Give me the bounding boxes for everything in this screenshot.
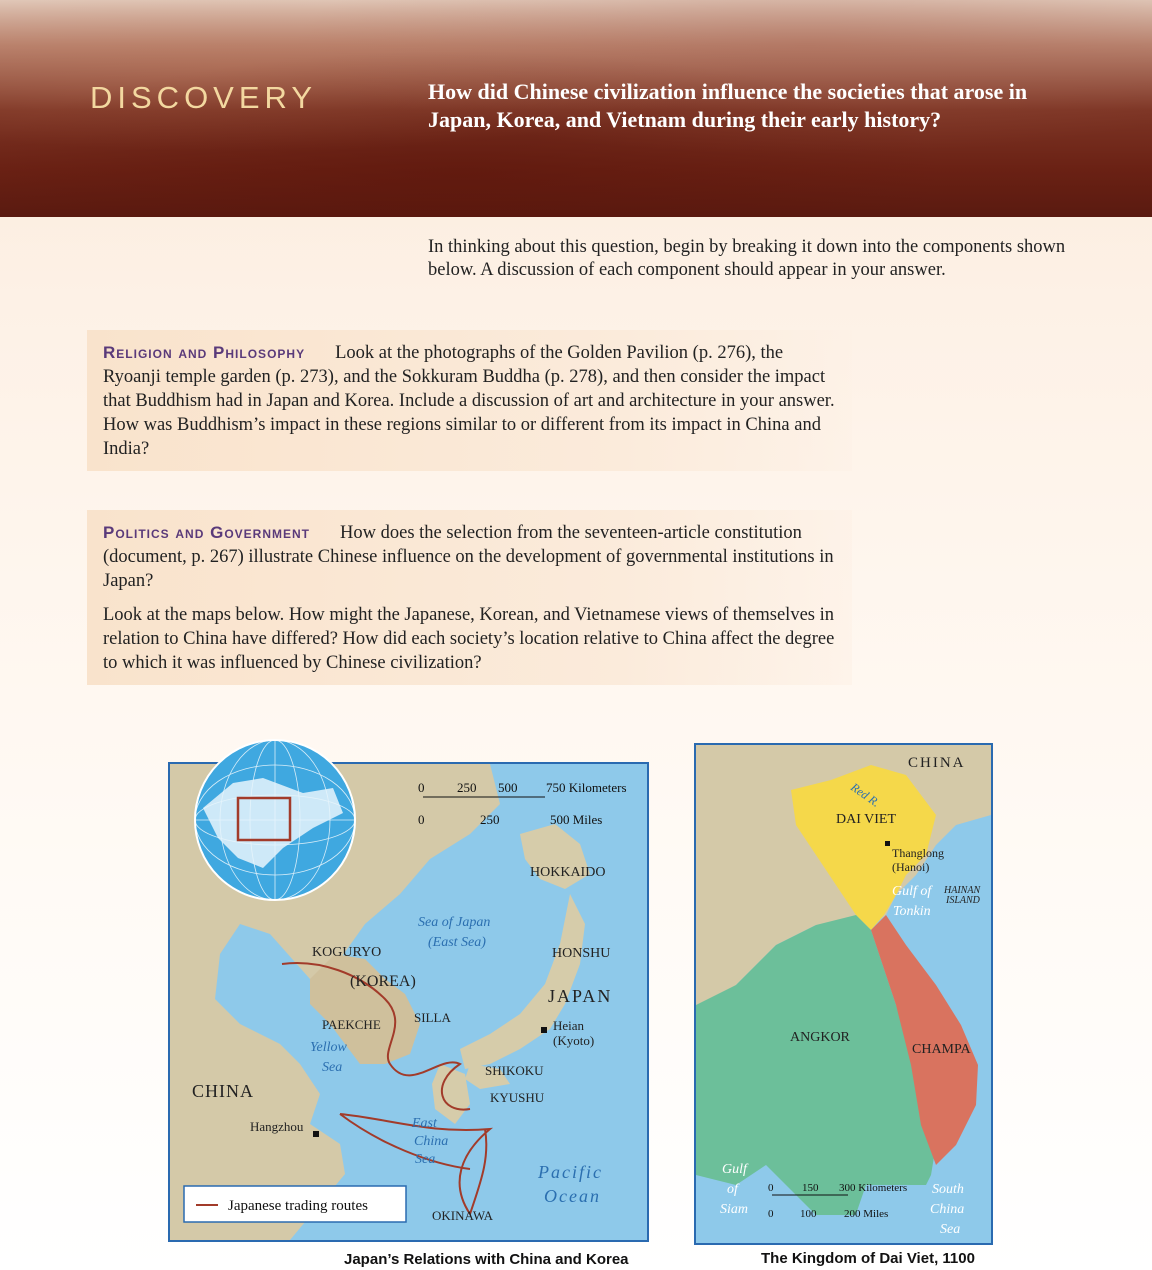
politics-text-2: Look at the maps below. How might the Japanese, Korean, and Vietnamese views of themselves in relation to China have differed? How did each society’s location relative to China affect the degree to which it was influenced by Chinese civilization? xyxy=(103,605,835,673)
scale2-km-150: 150 xyxy=(802,1182,819,1194)
section-title: DISCOVERY xyxy=(90,80,318,115)
label-heian: Heian xyxy=(553,1018,585,1033)
map2-caption: The Kingdom of Dai Viet, 1100 xyxy=(761,1250,975,1267)
label-gulf: Gulf xyxy=(722,1162,747,1177)
label-okinawa: OKINAWA xyxy=(432,1208,494,1223)
hangzhou-marker xyxy=(313,1131,319,1137)
label-hainan: HAINAN xyxy=(944,885,981,896)
label-tonkin: Tonkin xyxy=(893,904,931,919)
politics-heading: Politics and Government xyxy=(103,523,311,542)
label-south: South xyxy=(932,1182,964,1197)
scale-mi-0: 0 xyxy=(418,812,425,827)
label-south-china-sea: Sea xyxy=(940,1222,961,1237)
label-east-china-sea: Sea xyxy=(415,1152,436,1167)
legend-label: Japanese trading routes xyxy=(228,1198,368,1214)
label-east-china: China xyxy=(414,1134,449,1149)
legend xyxy=(184,1186,406,1222)
label-angkor: ANGKOR xyxy=(790,1030,850,1045)
religion-text: Look at the photographs of the Golden Pavilion (p. 276), the Ryoanji temple garden (p. 273), and the Sokkuram Buddha (p. 278), and then consider the impact that Buddhism had in Japan and Korea. Include a discussion of art and architecture in your answer. How was Buddhism’s impact in these regions similar to or different from its impact in China and India? xyxy=(103,343,835,459)
label-hangzhou: Hangzhou xyxy=(250,1119,304,1134)
scale2-km-300: 300 Kilometers xyxy=(839,1182,908,1194)
label-korea: (KOREA) xyxy=(350,973,416,990)
intro-paragraph: In thinking about this question, begin by breaking it down into the components shown below. A discussion of each component should appear in your answer. xyxy=(428,237,1066,280)
label-gulf-of-2: of xyxy=(727,1182,738,1197)
religion-box xyxy=(87,330,852,471)
label-sea-of-japan: Sea of Japan xyxy=(418,915,491,930)
discovery-question: How did Chinese civilization influence the societies that arose in Japan, Korea, and Vietnam during their early history? xyxy=(428,79,1028,132)
label-yellow: Yellow xyxy=(310,1040,347,1055)
label-paekche: PAEKCHE xyxy=(322,1017,381,1032)
label-shikoku: SHIKOKU xyxy=(485,1063,544,1078)
scale-km-0: 0 xyxy=(418,780,425,795)
scale-mi-250: 250 xyxy=(480,812,500,827)
scale2-mi-0: 0 xyxy=(768,1208,774,1220)
label-yellow-sea: Sea xyxy=(322,1060,343,1075)
scale-km-250: 250 xyxy=(457,780,477,795)
politics-text: How does the selection from the seventeen-article constitution (document, p. 267) illustrate Chinese influence on the development of governmental institutions in Japan? xyxy=(103,523,834,591)
thanglong-marker xyxy=(885,841,890,846)
map-dai-viet xyxy=(694,743,993,1245)
religion-heading: Religion and Philosophy xyxy=(103,343,306,362)
label-silla: SILLA xyxy=(414,1010,451,1025)
label-east: East xyxy=(412,1116,437,1131)
label-china: CHINA xyxy=(192,1081,254,1101)
label-kyushu: KYUSHU xyxy=(490,1090,545,1105)
label-china-2: CHINA xyxy=(908,755,966,771)
scale2-mi-100: 100 xyxy=(800,1208,817,1220)
label-hanoi: (Hanoi) xyxy=(892,860,930,874)
label-ocean: Ocean xyxy=(544,1186,601,1206)
globe-inset xyxy=(193,738,358,903)
label-kyoto: (Kyoto) xyxy=(553,1033,595,1048)
scale-km-750: 750 Kilometers xyxy=(546,780,627,795)
label-south-china: China xyxy=(930,1202,965,1217)
scale2-mi-200: 200 Miles xyxy=(844,1208,889,1220)
scale2-km-0: 0 xyxy=(768,1182,774,1194)
header-banner xyxy=(0,0,1152,217)
label-dai-viet: DAI VIET xyxy=(836,812,897,827)
label-honshu: HONSHU xyxy=(552,946,611,961)
scale-km-500: 500 xyxy=(498,780,518,795)
label-island: ISLAND xyxy=(946,895,980,906)
label-koguryo: KOGURYO xyxy=(312,945,382,960)
label-pacific: Pacific xyxy=(538,1162,603,1182)
label-champa: CHAMPA xyxy=(912,1042,971,1057)
heian-marker xyxy=(541,1027,547,1033)
scale-mi-500: 500 Miles xyxy=(550,812,603,827)
label-gulf-of: Gulf of xyxy=(892,884,932,899)
label-hokkaido: HOKKAIDO xyxy=(530,865,606,880)
label-red-river: Red R. xyxy=(848,779,883,810)
label-thanglong: Thanglong xyxy=(892,846,944,860)
politics-box xyxy=(87,510,852,685)
map1-caption: Japan’s Relations with China and Korea xyxy=(344,1251,629,1268)
label-east-sea: (East Sea) xyxy=(428,935,486,950)
label-siam: Siam xyxy=(720,1202,748,1217)
label-japan: JAPAN xyxy=(548,986,613,1006)
